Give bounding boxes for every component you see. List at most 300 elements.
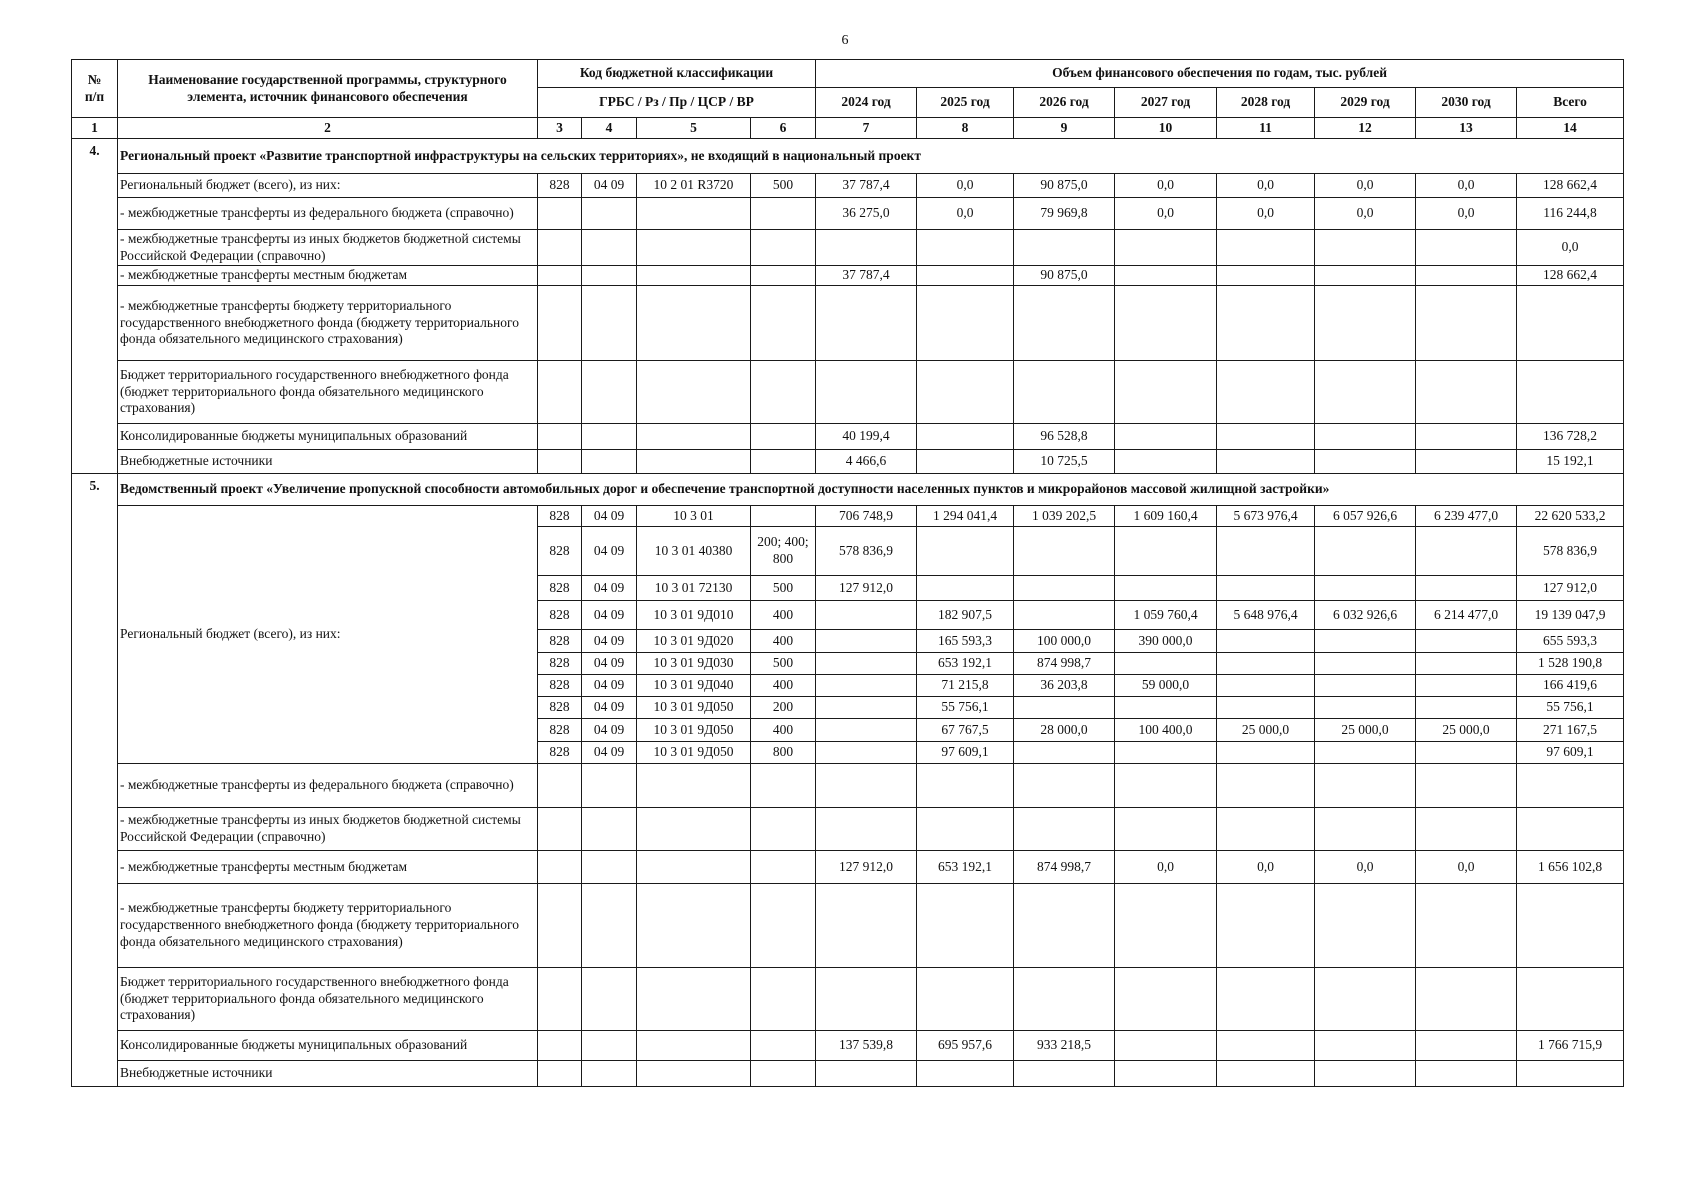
code-cell: 828: [538, 675, 582, 697]
value-cell: 28 000,0: [1014, 719, 1115, 742]
value-cell: 100 400,0: [1115, 719, 1217, 742]
table-row: [72, 266, 1624, 286]
header-number: № п/п: [72, 60, 118, 118]
page-number: 6: [841, 33, 849, 48]
code-cell: [751, 884, 816, 968]
value-cell: [917, 764, 1014, 808]
value-cell: 4 466,6: [816, 450, 917, 474]
code-cell: [637, 968, 751, 1031]
value-cell: [1517, 286, 1624, 361]
value-cell: 71 215,8: [917, 675, 1014, 697]
column-number: 4: [582, 118, 637, 139]
code-cell: [637, 361, 751, 424]
code-cell: 400: [751, 719, 816, 742]
value-cell: [1217, 764, 1315, 808]
header-year: 2024 год: [816, 88, 917, 118]
value-cell: 128 662,4: [1517, 266, 1624, 286]
code-cell: 200: [751, 697, 816, 719]
value-cell: 874 998,7: [1014, 653, 1115, 675]
value-cell: [1315, 361, 1416, 424]
code-cell: 828: [538, 653, 582, 675]
column-number: 3: [538, 118, 582, 139]
value-cell: 5 648 976,4: [1217, 601, 1315, 630]
value-cell: [917, 286, 1014, 361]
value-cell: 22 620 533,2: [1517, 506, 1624, 527]
value-cell: [1217, 286, 1315, 361]
value-cell: 127 912,0: [1517, 576, 1624, 601]
code-cell: [538, 424, 582, 450]
header-year: 2030 год: [1416, 88, 1517, 118]
code-cell: [637, 1061, 751, 1087]
code-cell: [637, 286, 751, 361]
code-cell: [538, 1061, 582, 1087]
table-row: [72, 474, 1624, 506]
value-cell: [1416, 361, 1517, 424]
value-cell: [816, 361, 917, 424]
row-name: - межбюджетные трансферты из иных бюджетов бюджетной системы Российской Федерации (справочно): [118, 230, 538, 266]
value-cell: 6 214 477,0: [1416, 601, 1517, 630]
value-cell: 578 836,9: [816, 527, 917, 576]
code-cell: 10 3 01: [637, 506, 751, 527]
table-row: [72, 230, 1624, 266]
value-cell: 0,0: [1315, 198, 1416, 230]
value-cell: 0,0: [1315, 851, 1416, 884]
code-cell: 10 3 01 9Д050: [637, 719, 751, 742]
value-cell: [1115, 527, 1217, 576]
value-cell: 0,0: [1115, 174, 1217, 198]
value-cell: [1315, 450, 1416, 474]
section-number: 4.: [72, 139, 118, 474]
table-row: [72, 139, 1624, 174]
row-name: - межбюджетные трансферты бюджету территориального государственного внебюджетного фонда (бюджету территориального фонда обязательного медицинского страхования): [118, 286, 538, 361]
code-cell: 04 09: [582, 601, 637, 630]
code-cell: [582, 1031, 637, 1061]
value-cell: [1517, 968, 1624, 1031]
code-cell: 10 3 01 9Д050: [637, 742, 751, 764]
value-cell: 578 836,9: [1517, 527, 1624, 576]
table-row: [72, 450, 1624, 474]
code-cell: [637, 424, 751, 450]
value-cell: 1 059 760,4: [1115, 601, 1217, 630]
budget-table: [71, 59, 1624, 1087]
value-cell: 0,0: [1416, 198, 1517, 230]
code-cell: [582, 884, 637, 968]
code-cell: 04 09: [582, 697, 637, 719]
code-cell: [751, 764, 816, 808]
code-cell: 828: [538, 506, 582, 527]
value-cell: 67 767,5: [917, 719, 1014, 742]
value-cell: 0,0: [1315, 174, 1416, 198]
column-number: 5: [637, 118, 751, 139]
table-row: [72, 118, 1624, 139]
code-cell: [751, 851, 816, 884]
value-cell: 0,0: [1217, 198, 1315, 230]
value-cell: [1217, 653, 1315, 675]
value-cell: [816, 1061, 917, 1087]
value-cell: [1315, 653, 1416, 675]
row-name: Бюджет территориального государственного внебюджетного фонда (бюджет территориального фонда обязательного медицинского страхования): [118, 968, 538, 1031]
value-cell: [816, 808, 917, 851]
row-name: - межбюджетные трансферты местным бюджетам: [118, 266, 538, 286]
value-cell: [1014, 884, 1115, 968]
value-cell: [1416, 1031, 1517, 1061]
value-cell: [1217, 808, 1315, 851]
value-cell: 0,0: [917, 174, 1014, 198]
value-cell: [1315, 424, 1416, 450]
header-code: Код бюджетной классификации: [538, 60, 816, 88]
code-cell: [582, 361, 637, 424]
code-cell: 04 09: [582, 506, 637, 527]
value-cell: [1217, 450, 1315, 474]
code-cell: 828: [538, 601, 582, 630]
value-cell: [1115, 697, 1217, 719]
value-cell: 166 419,6: [1517, 675, 1624, 697]
code-cell: 10 3 01 9Д050: [637, 697, 751, 719]
row-name: - межбюджетные трансферты бюджету территориального государственного внебюджетного фонда (бюджету территориального фонда обязательного медицинского страхования): [118, 884, 538, 968]
value-cell: [816, 697, 917, 719]
value-cell: 1 039 202,5: [1014, 506, 1115, 527]
value-cell: 0,0: [1416, 851, 1517, 884]
code-cell: 828: [538, 697, 582, 719]
value-cell: [1416, 576, 1517, 601]
value-cell: [1217, 266, 1315, 286]
column-number: 11: [1217, 118, 1315, 139]
table-row: [72, 851, 1624, 884]
column-number: 1: [72, 118, 118, 139]
value-cell: [1115, 266, 1217, 286]
header-year: 2026 год: [1014, 88, 1115, 118]
value-cell: [816, 653, 917, 675]
code-cell: 828: [538, 719, 582, 742]
code-cell: 10 3 01 9Д030: [637, 653, 751, 675]
value-cell: [1315, 697, 1416, 719]
code-cell: [582, 286, 637, 361]
value-cell: [1014, 742, 1115, 764]
value-cell: [1416, 675, 1517, 697]
code-cell: 800: [751, 742, 816, 764]
table-row: [72, 1031, 1624, 1061]
code-cell: [637, 851, 751, 884]
value-cell: 25 000,0: [1416, 719, 1517, 742]
header-year: 2027 год: [1115, 88, 1217, 118]
value-cell: [1315, 742, 1416, 764]
value-cell: 15 192,1: [1517, 450, 1624, 474]
code-cell: [582, 851, 637, 884]
value-cell: [1217, 697, 1315, 719]
value-cell: [816, 230, 917, 266]
value-cell: [1416, 286, 1517, 361]
code-cell: 04 09: [582, 719, 637, 742]
value-cell: [1217, 742, 1315, 764]
code-cell: 10 3 01 9Д010: [637, 601, 751, 630]
value-cell: [1315, 527, 1416, 576]
value-cell: [1416, 630, 1517, 653]
value-cell: [1115, 230, 1217, 266]
code-cell: [582, 808, 637, 851]
code-cell: [751, 198, 816, 230]
value-cell: [1517, 1061, 1624, 1087]
code-cell: 500: [751, 174, 816, 198]
section-number: 5.: [72, 474, 118, 1087]
code-cell: 04 09: [582, 174, 637, 198]
value-cell: [1217, 424, 1315, 450]
header-year: 2025 год: [917, 88, 1014, 118]
header-volume: Объем финансового обеспечения по годам, тыс. рублей: [816, 60, 1624, 88]
value-cell: [917, 808, 1014, 851]
code-cell: [637, 764, 751, 808]
value-cell: [1416, 653, 1517, 675]
value-cell: 100 000,0: [1014, 630, 1115, 653]
value-cell: [816, 742, 917, 764]
value-cell: [1217, 675, 1315, 697]
value-cell: 40 199,4: [816, 424, 917, 450]
row-name: Внебюджетные источники: [118, 1061, 538, 1087]
value-cell: [917, 576, 1014, 601]
value-cell: [1115, 884, 1217, 968]
code-cell: [751, 450, 816, 474]
code-cell: 10 3 01 72130: [637, 576, 751, 601]
value-cell: [1115, 1031, 1217, 1061]
value-cell: 19 139 047,9: [1517, 601, 1624, 630]
code-cell: [582, 968, 637, 1031]
code-cell: 828: [538, 174, 582, 198]
column-number: 6: [751, 118, 816, 139]
value-cell: 390 000,0: [1115, 630, 1217, 653]
value-cell: [1416, 697, 1517, 719]
value-cell: [816, 601, 917, 630]
value-cell: [1217, 1061, 1315, 1087]
value-cell: [1217, 527, 1315, 576]
table-row: [72, 506, 1624, 527]
code-cell: 828: [538, 527, 582, 576]
value-cell: 36 275,0: [816, 198, 917, 230]
value-cell: [1315, 764, 1416, 808]
code-cell: 400: [751, 675, 816, 697]
table-row: [72, 60, 1624, 88]
code-cell: [538, 450, 582, 474]
code-cell: [637, 266, 751, 286]
row-name: - межбюджетные трансферты из федерального бюджета (справочно): [118, 764, 538, 808]
value-cell: 653 192,1: [917, 851, 1014, 884]
value-cell: 97 609,1: [1517, 742, 1624, 764]
code-cell: [582, 1061, 637, 1087]
row-name: Бюджет территориального государственного внебюджетного фонда (бюджет территориального фонда обязательного медицинского страхования): [118, 361, 538, 424]
value-cell: 128 662,4: [1517, 174, 1624, 198]
value-cell: 933 218,5: [1014, 1031, 1115, 1061]
code-cell: [538, 286, 582, 361]
code-cell: [751, 230, 816, 266]
code-cell: [751, 424, 816, 450]
value-cell: 695 957,6: [917, 1031, 1014, 1061]
value-cell: [1416, 808, 1517, 851]
value-cell: 706 748,9: [816, 506, 917, 527]
value-cell: 653 192,1: [917, 653, 1014, 675]
column-number: 8: [917, 118, 1014, 139]
code-cell: 828: [538, 576, 582, 601]
value-cell: 25 000,0: [1217, 719, 1315, 742]
table-row: [72, 198, 1624, 230]
value-cell: [1014, 968, 1115, 1031]
table-row: [72, 361, 1624, 424]
value-cell: [1014, 764, 1115, 808]
value-cell: [1315, 1031, 1416, 1061]
value-cell: 5 673 976,4: [1217, 506, 1315, 527]
code-cell: [637, 198, 751, 230]
value-cell: 36 203,8: [1014, 675, 1115, 697]
code-cell: [637, 450, 751, 474]
value-cell: [816, 675, 917, 697]
header-year: 2029 год: [1315, 88, 1416, 118]
value-cell: [816, 630, 917, 653]
column-number: 10: [1115, 118, 1217, 139]
value-cell: [1416, 764, 1517, 808]
section-title: Региональный проект «Развитие транспортной инфраструктуры на сельских территориях», не входящий в национальный проект: [118, 139, 1624, 174]
value-cell: [1517, 808, 1624, 851]
code-cell: [538, 808, 582, 851]
table-row: [72, 808, 1624, 851]
value-cell: 0,0: [1115, 198, 1217, 230]
value-cell: [1315, 968, 1416, 1031]
code-cell: [538, 198, 582, 230]
value-cell: [1416, 742, 1517, 764]
table-row: [72, 884, 1624, 968]
code-cell: 400: [751, 601, 816, 630]
value-cell: [1115, 968, 1217, 1031]
row-name: - межбюджетные трансферты из федерального бюджета (справочно): [118, 198, 538, 230]
value-cell: [1416, 1061, 1517, 1087]
value-cell: 0,0: [1115, 851, 1217, 884]
value-cell: 25 000,0: [1315, 719, 1416, 742]
code-cell: [751, 1031, 816, 1061]
table-row: [72, 174, 1624, 198]
code-cell: 04 09: [582, 527, 637, 576]
value-cell: [1416, 450, 1517, 474]
code-cell: 500: [751, 576, 816, 601]
value-cell: [1517, 361, 1624, 424]
value-cell: 0,0: [1416, 174, 1517, 198]
code-cell: [538, 851, 582, 884]
value-cell: [1014, 230, 1115, 266]
value-cell: 90 875,0: [1014, 174, 1115, 198]
header-name: Наименование государственной программы, структурного элемента, источник финансового обеспечения: [118, 60, 538, 118]
value-cell: [1115, 286, 1217, 361]
value-cell: [917, 230, 1014, 266]
value-cell: [1217, 1031, 1315, 1061]
header-year: 2028 год: [1217, 88, 1315, 118]
row-name: Внебюджетные источники: [118, 450, 538, 474]
table-row: [72, 424, 1624, 450]
value-cell: [1115, 450, 1217, 474]
value-cell: 90 875,0: [1014, 266, 1115, 286]
code-cell: [751, 266, 816, 286]
value-cell: [917, 968, 1014, 1031]
value-cell: [1416, 230, 1517, 266]
code-cell: 10 3 01 9Д040: [637, 675, 751, 697]
header-year: Всего: [1517, 88, 1624, 118]
value-cell: [1416, 968, 1517, 1031]
code-cell: 828: [538, 742, 582, 764]
value-cell: [917, 424, 1014, 450]
code-cell: 10 3 01 9Д020: [637, 630, 751, 653]
code-cell: 400: [751, 630, 816, 653]
code-cell: 828: [538, 630, 582, 653]
code-cell: [538, 230, 582, 266]
header-code-sub: ГРБС / Рз / Пр / ЦСР / ВР: [538, 88, 816, 118]
row-name: Консолидированные бюджеты муниципальных образований: [118, 1031, 538, 1061]
code-cell: [751, 968, 816, 1031]
value-cell: [1416, 884, 1517, 968]
value-cell: [1014, 361, 1115, 424]
value-cell: [1315, 266, 1416, 286]
value-cell: [1217, 576, 1315, 601]
code-cell: [538, 266, 582, 286]
value-cell: [917, 266, 1014, 286]
value-cell: [1315, 230, 1416, 266]
value-cell: [917, 1061, 1014, 1087]
column-number: 2: [118, 118, 538, 139]
column-number: 14: [1517, 118, 1624, 139]
code-cell: [751, 1061, 816, 1087]
code-cell: [751, 808, 816, 851]
value-cell: [1416, 266, 1517, 286]
code-cell: 04 09: [582, 576, 637, 601]
value-cell: 96 528,8: [1014, 424, 1115, 450]
value-cell: [1315, 576, 1416, 601]
code-cell: [637, 808, 751, 851]
value-cell: [1014, 601, 1115, 630]
value-cell: [1315, 675, 1416, 697]
value-cell: 127 912,0: [816, 851, 917, 884]
value-cell: [1115, 808, 1217, 851]
code-cell: [582, 266, 637, 286]
value-cell: 0,0: [1217, 174, 1315, 198]
row-name: Региональный бюджет (всего), из них:: [118, 174, 538, 198]
code-cell: [582, 230, 637, 266]
value-cell: [816, 968, 917, 1031]
code-cell: [751, 286, 816, 361]
value-cell: 37 787,4: [816, 266, 917, 286]
value-cell: 97 609,1: [917, 742, 1014, 764]
code-cell: [751, 361, 816, 424]
value-cell: [1217, 230, 1315, 266]
value-cell: 116 244,8: [1517, 198, 1624, 230]
section-title: Ведомственный проект «Увеличение пропускной способности автомобильных дорог и обеспечение транспортной доступности населенных пунктов и микрорайонов массовой жилищной застройки»: [118, 474, 1624, 506]
value-cell: 874 998,7: [1014, 851, 1115, 884]
code-cell: [637, 1031, 751, 1061]
value-cell: 136 728,2: [1517, 424, 1624, 450]
table-row: [72, 764, 1624, 808]
value-cell: [917, 884, 1014, 968]
value-cell: [917, 361, 1014, 424]
value-cell: [1217, 884, 1315, 968]
regional-budget-label: Региональный бюджет (всего), из них:: [118, 506, 538, 764]
value-cell: 37 787,4: [816, 174, 917, 198]
row-name: - межбюджетные трансферты местным бюджетам: [118, 851, 538, 884]
code-cell: 04 09: [582, 653, 637, 675]
value-cell: [1315, 884, 1416, 968]
code-cell: [637, 884, 751, 968]
code-cell: 10 2 01 R3720: [637, 174, 751, 198]
value-cell: [816, 764, 917, 808]
code-cell: [637, 230, 751, 266]
value-cell: [1115, 576, 1217, 601]
code-cell: [538, 764, 582, 808]
value-cell: [1416, 424, 1517, 450]
value-cell: 55 756,1: [1517, 697, 1624, 719]
value-cell: 59 000,0: [1115, 675, 1217, 697]
column-number: 13: [1416, 118, 1517, 139]
value-cell: [816, 884, 917, 968]
